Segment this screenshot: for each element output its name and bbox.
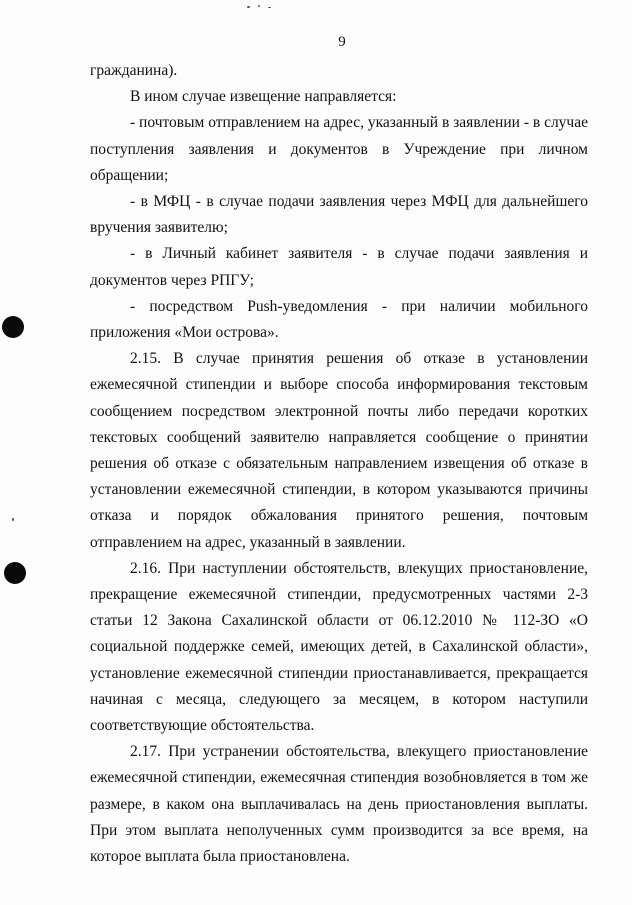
scan-speck — [268, 7, 271, 8]
punch-hole-top — [2, 316, 24, 338]
paragraph: 2.15. В случае принятия решения об отказе в установлении ежемесячной стипендии и выборе способа информирования текстовым сообщением посредством электронной почты либо передачи коротких текстовых сообщений заявителю направляется сообщение о принятии решения об отказе с обязательным направлением извещения об отказе в установлении ежемесячной стипендии, в котором указываются причины отказа и порядок обжалования принятого решения, почтовым отправлением на адрес, указанный в заявлении. — [90, 350, 588, 551]
page-number: 9 — [338, 34, 346, 50]
paragraph: В ином случае извещение направляется: — [130, 88, 397, 106]
paragraph: 2.17. При устранении обстоятельства, влекущего приостановление ежемесячной стипендии, ежемесячная стипендия возобновляется в том же размере, в каком она выплачивалась на день приостановления выплаты. При этом выплата неполученных сумм производится за все время, на которое выплата была приостановлена. — [90, 743, 588, 866]
paragraph: гражданина). — [90, 62, 178, 79]
paragraph: - в МФЦ - в случае подачи заявления через МФЦ для дальнейшего вручения заявителю; — [90, 193, 588, 237]
scan-speck — [12, 518, 14, 521]
paragraph: - почтовым отправлением на адрес, указанный в заявлении - в случае поступления заявления и документов в Учреждение при личном обращении; — [90, 114, 588, 184]
scan-speck — [247, 6, 250, 8]
document-body — [90, 58, 588, 870]
punch-hole-bottom — [4, 562, 26, 584]
paragraph: - посредством Push-уведомления - при наличии мобильного приложения «Мои острова». — [90, 297, 588, 342]
paragraph: 2.16. При наступлении обстоятельств, влекущих приостановление, прекращение ежемесячной стипендии, предусмотренных частями 2-3 статьи 12 Закона Сахалинской области от 06.12.2010 № 112-ЗО «О социальной поддержке семей, имеющих детей, в Сахалинской области», установление ежемесячной стипендии приостанавливается, прекращается начиная с месяца, следующего за месяцем, в котором наступили соответствующие обстоятельства. — [90, 559, 588, 735]
paragraph: - в Личный кабинет заявителя - в случае подачи заявления и документов через РПГУ; — [90, 245, 588, 289]
scan-speck — [258, 5, 260, 7]
